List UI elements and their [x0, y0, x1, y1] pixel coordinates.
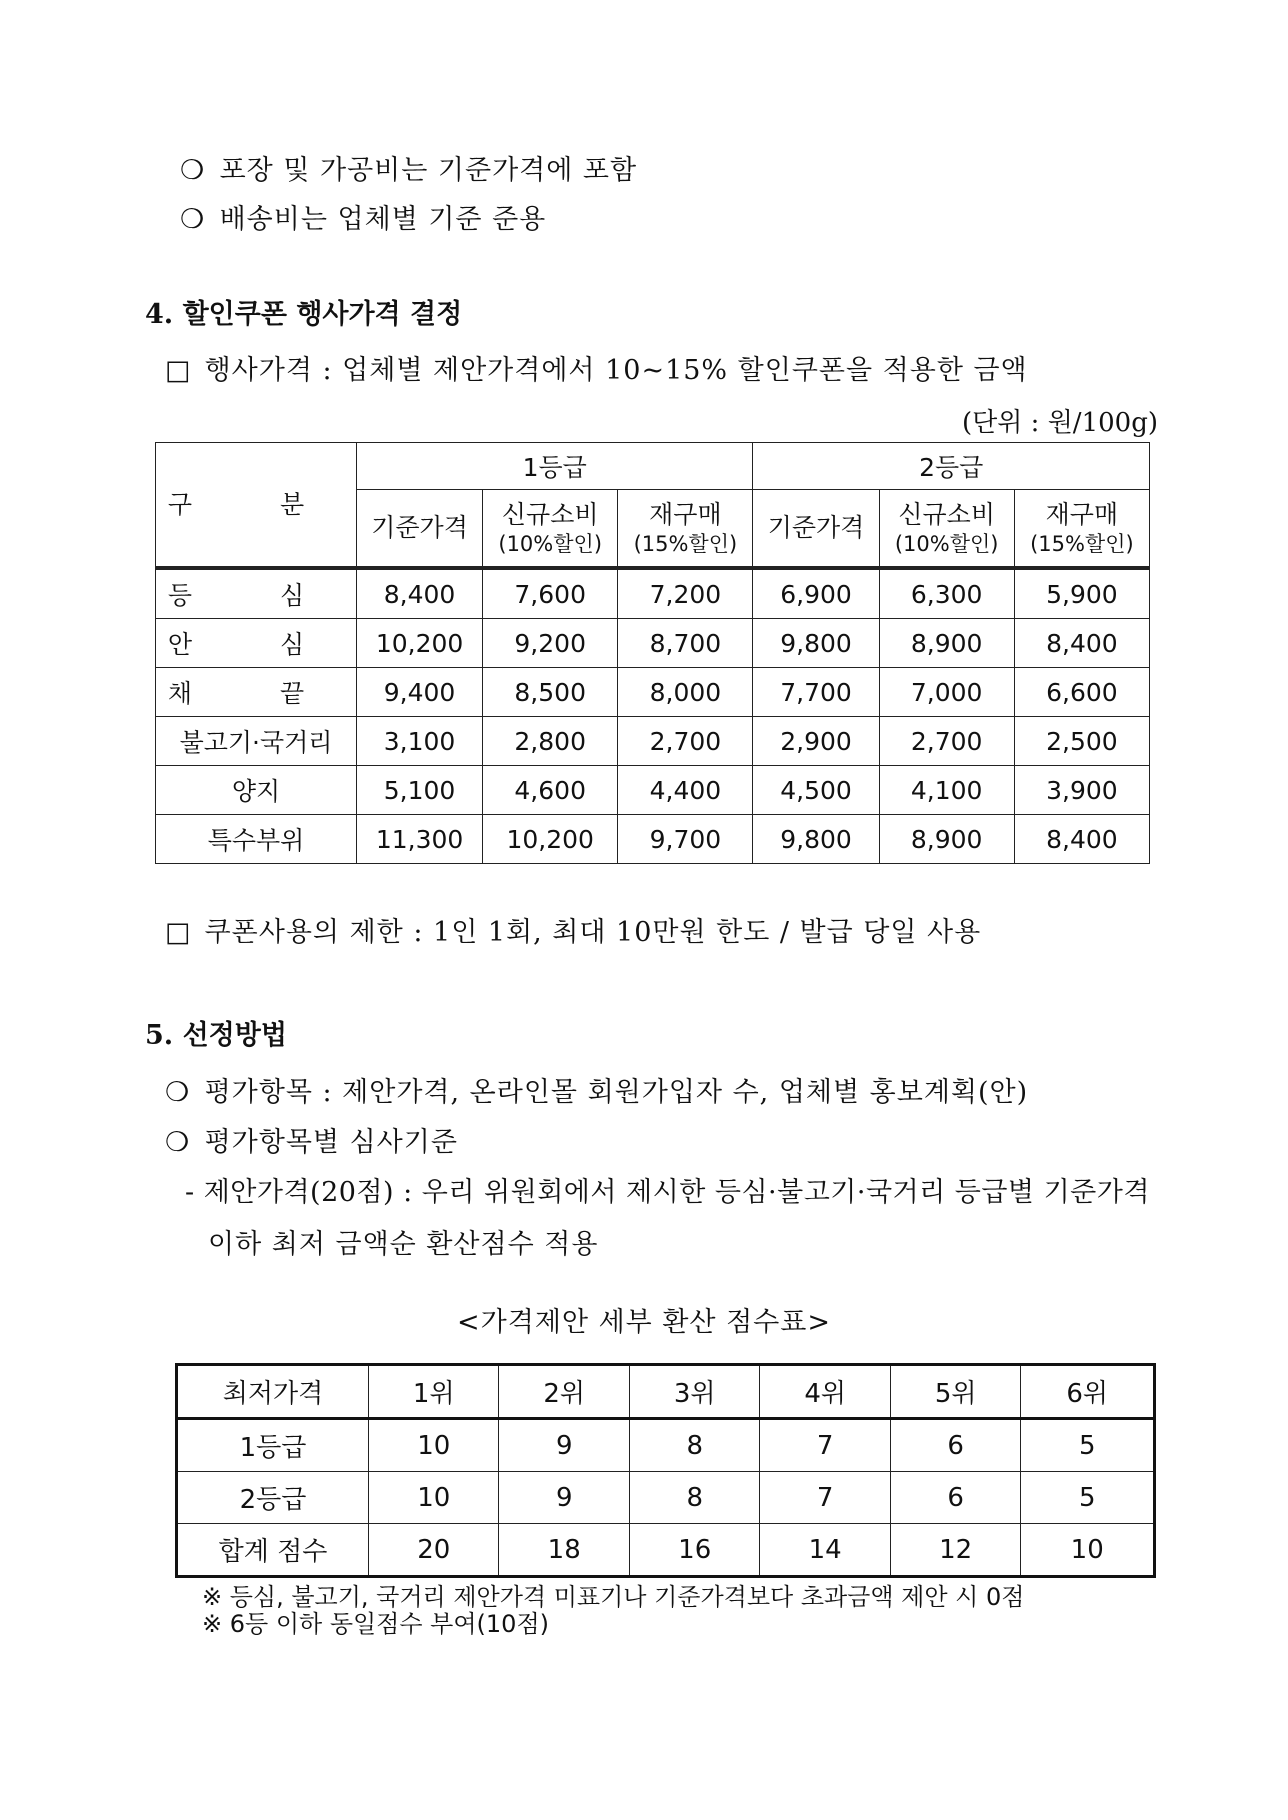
table-cell: 10,200 — [357, 619, 483, 668]
table-cell: 8 — [629, 1472, 759, 1524]
row-label: 등 심 — [156, 568, 357, 619]
header-cell: 최저가격 — [177, 1365, 369, 1419]
table-row — [156, 815, 1150, 864]
table-row — [177, 1419, 1155, 1472]
circle-bullet-icon: ❍ — [165, 1127, 191, 1158]
section4-title: 4. 할인쿠폰 행사가격 결정 — [145, 299, 463, 330]
row-label: 양지 — [156, 766, 357, 815]
table-row — [156, 568, 1150, 619]
table-cell: 7 — [760, 1472, 890, 1524]
subheader-new-consumer: 신규소비 (10%할인) — [879, 490, 1014, 569]
table-cell: 2,500 — [1014, 717, 1149, 766]
table-row — [156, 668, 1150, 717]
table-cell: 10,200 — [483, 815, 618, 864]
corner-header-label: 구 분 — [167, 490, 345, 519]
table-cell: 9 — [499, 1472, 629, 1524]
subheader-base-price: 기준가격 — [753, 490, 879, 569]
table-row — [177, 1472, 1155, 1524]
corner-header — [156, 443, 357, 569]
bullet-text: 배송비는 업체별 기준 준용 — [219, 204, 547, 235]
header-cell: 6위 — [1021, 1365, 1155, 1419]
table-cell: 5,100 — [357, 766, 483, 815]
table-cell: 8,400 — [1014, 815, 1149, 864]
table-cell: 2,700 — [618, 717, 753, 766]
score-table-caption: <가격제안 세부 환산 점수표> — [457, 1307, 831, 1338]
unit-label: (단위 : 원/100g) — [962, 408, 1158, 438]
table-cell: 2,700 — [879, 717, 1014, 766]
circle-bullet-icon: ❍ — [180, 204, 206, 235]
checkbox-square-icon: □ — [165, 917, 192, 948]
bullet-eval-items — [165, 1070, 1028, 1109]
row-label: 불고기·국거리 — [156, 717, 357, 766]
grade-2-header: 2등급 — [753, 443, 1150, 490]
bullet-text: 평가항목 : 제안가격, 온라인몰 회원가입자 수, 업체별 홍보계획(안) — [204, 1077, 1029, 1108]
coupon-limit-line — [165, 910, 981, 949]
table-cell: 14 — [760, 1524, 890, 1577]
subheader-repurchase: 재구매 (15%할인) — [618, 490, 753, 569]
note-tie-score: ※ 6등 이하 동일점수 부여(10점) — [202, 1610, 549, 1638]
table-cell: 8,500 — [483, 668, 618, 717]
score-table — [175, 1363, 1156, 1578]
table-cell: 6,600 — [1014, 668, 1149, 717]
table-cell: 7,600 — [483, 568, 618, 619]
table-cell: 20 — [369, 1524, 499, 1577]
subheader-base-price: 기준가격 — [357, 490, 483, 569]
table-cell: 5,900 — [1014, 568, 1149, 619]
table-cell: 4,100 — [879, 766, 1014, 815]
row-label: 특수부위 — [156, 815, 357, 864]
table-row — [156, 766, 1150, 815]
note-zero-score: ※ 등심, 불고기, 국거리 제안가격 미표기나 기준가격보다 초과금액 제안 시 0점 — [202, 1583, 1025, 1611]
row-label: 채 끝 — [156, 668, 357, 717]
table-cell: 11,300 — [357, 815, 483, 864]
coupon-limit-text: 쿠폰사용의 제한 : 1인 1회, 최대 10만원 한도 / 발급 당일 사용 — [204, 917, 982, 948]
table-cell: 2,800 — [483, 717, 618, 766]
grade-1-header: 1등급 — [357, 443, 753, 490]
table-cell: 9,800 — [753, 619, 879, 668]
table-cell: 8,700 — [618, 619, 753, 668]
table-cell: 6 — [890, 1472, 1020, 1524]
header-cell: 5위 — [890, 1365, 1020, 1419]
section5-title: 5. 선정방법 — [145, 1020, 287, 1051]
table-cell: 9,800 — [753, 815, 879, 864]
table-cell: 6 — [890, 1419, 1020, 1472]
row-label: 안 심 — [156, 619, 357, 668]
table-cell: 6,300 — [879, 568, 1014, 619]
header-cell: 2위 — [499, 1365, 629, 1419]
bullet-text: 평가항목별 심사기준 — [204, 1127, 458, 1158]
subheader-repurchase: 재구매 (15%할인) — [1014, 490, 1149, 569]
event-price-line — [165, 348, 1028, 387]
price-table — [155, 442, 1150, 864]
header-cell: 1위 — [369, 1365, 499, 1419]
bullet-eval-criteria — [165, 1120, 458, 1159]
score-table-header — [177, 1365, 1155, 1419]
table-cell: 8,400 — [357, 568, 483, 619]
table-cell: 6,900 — [753, 568, 879, 619]
table-cell: 2,900 — [753, 717, 879, 766]
table-cell: 10 — [369, 1472, 499, 1524]
table-cell: 7,000 — [879, 668, 1014, 717]
event-price-text: 행사가격 : 업체별 제안가격에서 10~15% 할인쿠폰을 적용한 금액 — [204, 355, 1028, 386]
bullet-packaging — [180, 148, 637, 187]
table-cell: 3,100 — [357, 717, 483, 766]
row-label: 합계 점수 — [177, 1524, 369, 1577]
checkbox-square-icon: □ — [165, 355, 192, 386]
table-cell: 16 — [629, 1524, 759, 1577]
circle-bullet-icon: ❍ — [180, 155, 206, 186]
table-cell: 4,600 — [483, 766, 618, 815]
table-cell: 7 — [760, 1419, 890, 1472]
price-table-header-grades — [156, 443, 1150, 490]
table-cell: 18 — [499, 1524, 629, 1577]
table-cell: 10 — [1021, 1524, 1155, 1577]
table-row — [177, 1524, 1155, 1577]
table-cell: 8,000 — [618, 668, 753, 717]
table-cell: 8,400 — [1014, 619, 1149, 668]
table-cell: 9,200 — [483, 619, 618, 668]
table-cell: 7,700 — [753, 668, 879, 717]
table-cell: 4,400 — [618, 766, 753, 815]
detail-line-2: 이하 최저 금액순 환산점수 적용 — [208, 1229, 599, 1260]
table-cell: 5 — [1021, 1419, 1155, 1472]
circle-bullet-icon: ❍ — [165, 1077, 191, 1108]
table-cell: 9,700 — [618, 815, 753, 864]
table-row — [156, 717, 1150, 766]
table-cell: 4,500 — [753, 766, 879, 815]
table-cell: 8,900 — [879, 815, 1014, 864]
header-cell: 3위 — [629, 1365, 759, 1419]
detail-line-1: - 제안가격(20점) : 우리 위원회에서 제시한 등심·불고기·국거리 등급별 기준가격 — [185, 1177, 1150, 1208]
table-cell: 12 — [890, 1524, 1020, 1577]
bullet-shipping — [180, 197, 546, 236]
table-cell: 10 — [369, 1419, 499, 1472]
subheader-new-consumer: 신규소비 (10%할인) — [483, 490, 618, 569]
row-label: 1등급 — [177, 1419, 369, 1472]
table-row — [156, 619, 1150, 668]
table-cell: 9,400 — [357, 668, 483, 717]
row-label: 2등급 — [177, 1472, 369, 1524]
table-cell: 7,200 — [618, 568, 753, 619]
table-cell: 9 — [499, 1419, 629, 1472]
table-cell: 8 — [629, 1419, 759, 1472]
bullet-text: 포장 및 가공비는 기준가격에 포함 — [219, 155, 638, 186]
table-cell: 5 — [1021, 1472, 1155, 1524]
header-cell: 4위 — [760, 1365, 890, 1419]
table-cell: 3,900 — [1014, 766, 1149, 815]
table-cell: 8,900 — [879, 619, 1014, 668]
